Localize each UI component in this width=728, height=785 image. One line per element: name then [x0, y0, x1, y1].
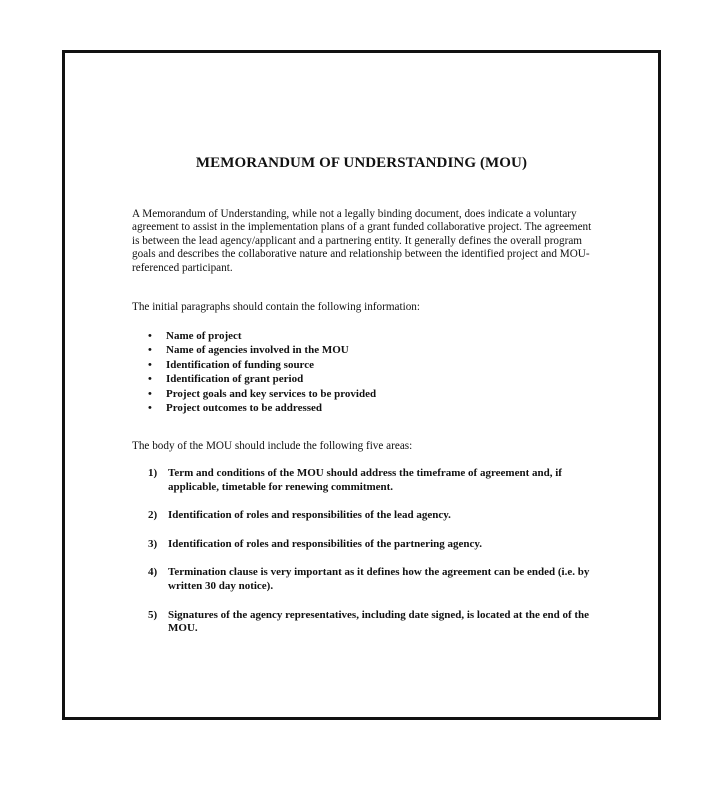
item-number: 2) [148, 509, 158, 522]
list-item [148, 538, 598, 552]
list-item-text: Name of project [166, 330, 242, 342]
body-areas-list [148, 467, 598, 651]
document-title: MEMORANDUM OF UNDERSTANDING (MOU) [195, 155, 528, 171]
list-item-text: Termination clause is very important as it defines how the agreement can be ended (i.e. by written 30 day notice). [168, 566, 590, 592]
document-frame [62, 50, 661, 720]
list-item-text: Identification of roles and responsibilities of the lead agency. [168, 509, 451, 522]
bullet-icon: • [148, 344, 152, 357]
list-item-text: Signatures of the agency representatives, including date signed, is located at the end of the MOU. [168, 608, 590, 635]
list-item [148, 509, 598, 523]
list-item [148, 372, 376, 386]
bullet-icon: • [148, 402, 152, 415]
list-item-text: Term and conditions of the MOU should address the timeframe of agreement and, if applicable, timetable for renewing commitment. [168, 467, 562, 493]
bullet-icon: • [148, 373, 152, 386]
list-item [148, 401, 376, 415]
list-item-text: Project outcomes to be addressed [166, 402, 323, 415]
intro-paragraph: A Memorandum of Understanding, while not a legally binding document, does indicate a voluntary agreement to assist in the implementation plans of a grant funded collaborative project. The agreement is between the lead agency/applicant and a partnering entity. It generally defines the overall program goals and describes the collaborative nature and relationship between the identified project and MOU-referenced participant. [132, 208, 592, 274]
item-number: 3) [148, 537, 158, 550]
list-item [148, 387, 376, 401]
list-item-text: Project goals and key services to be provided [166, 387, 377, 400]
bullet-icon: • [148, 358, 152, 371]
item-number: 4) [148, 566, 158, 579]
list-item-text: Name of agencies involved in the MOU [166, 344, 349, 357]
list-item-text: Identification of funding source [166, 358, 315, 371]
list-item [148, 467, 598, 494]
list-item [148, 358, 376, 372]
item-number: 1) [148, 467, 158, 479]
list-item [148, 329, 376, 343]
list-item [148, 566, 598, 593]
bullet-icon: • [148, 330, 152, 342]
initial-info-lead-in: The initial paragraphs should contain the following information: [132, 301, 421, 313]
required-info-list [148, 329, 376, 415]
list-item [148, 343, 376, 357]
bullet-icon: • [148, 387, 152, 400]
body-areas-lead-in: The body of the MOU should include the following five areas: [132, 440, 413, 452]
list-item-text: Identification of grant period [166, 373, 304, 386]
item-number: 5) [148, 608, 158, 621]
list-item-text: Identification of roles and responsibilities of the partnering agency. [168, 537, 483, 550]
list-item [148, 609, 598, 636]
